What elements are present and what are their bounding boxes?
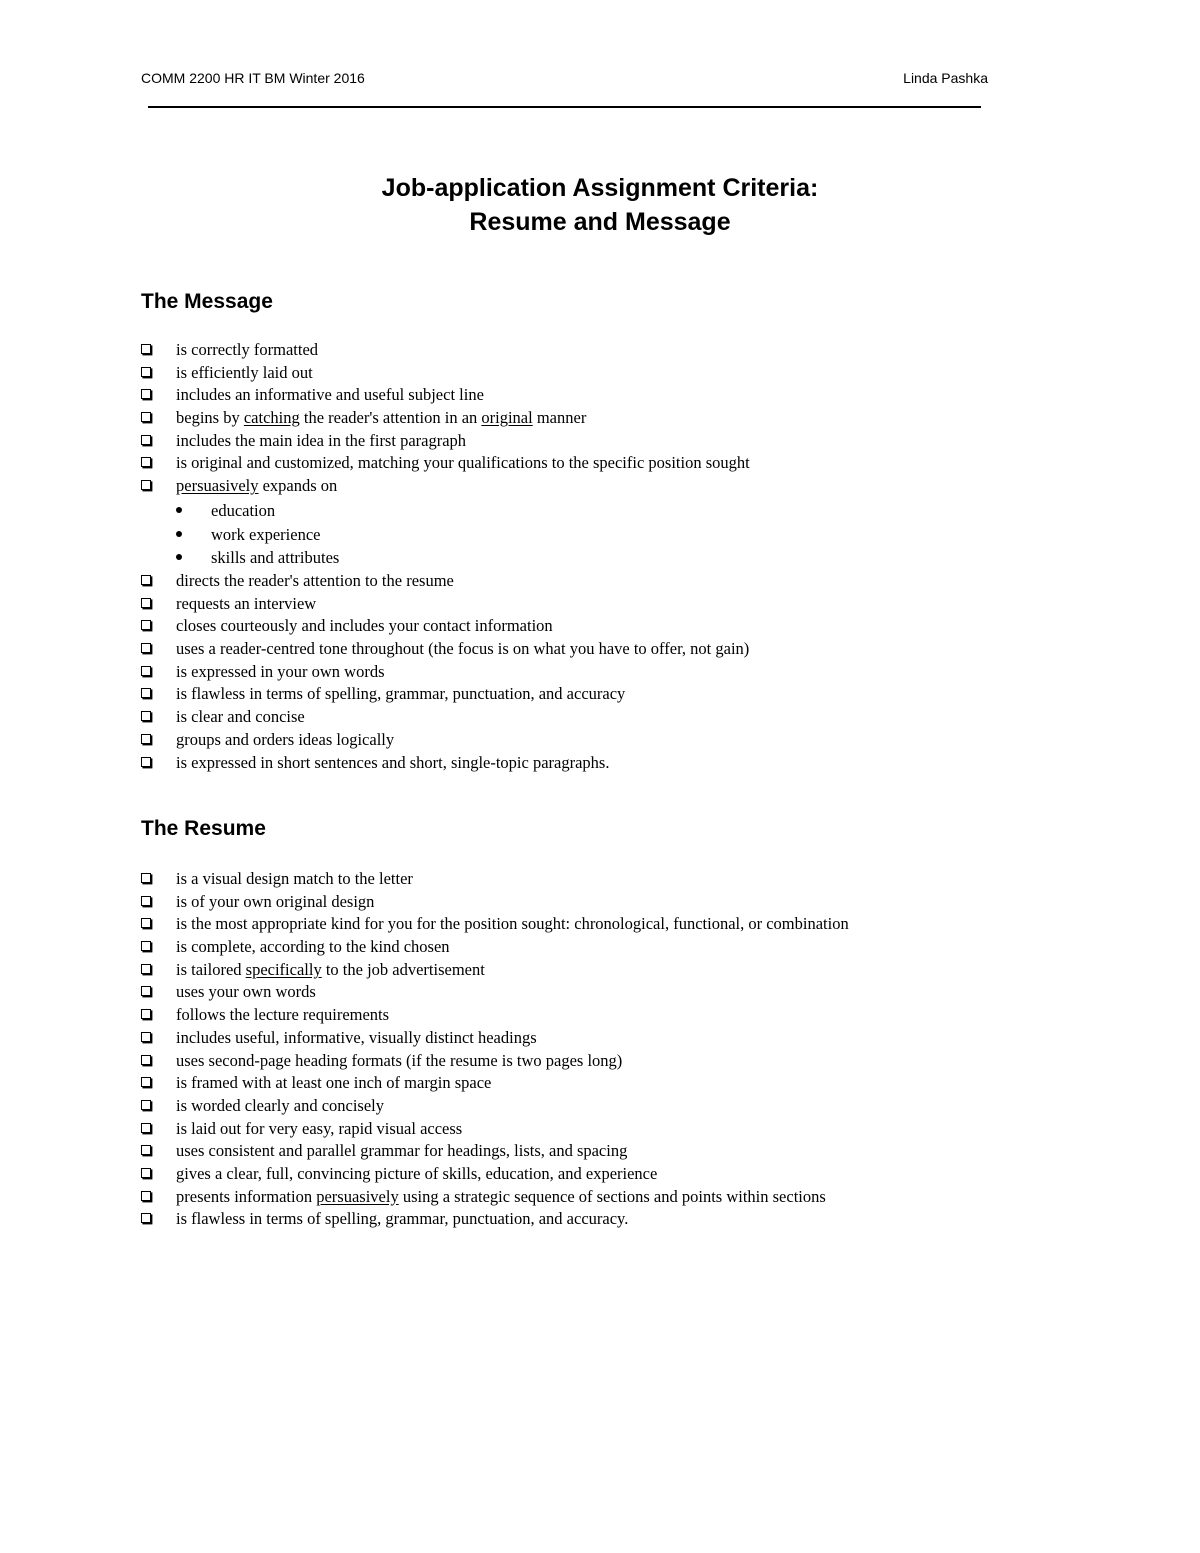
checkbox-icon [141, 598, 151, 608]
checkbox-icon [141, 918, 151, 928]
checkbox-icon [141, 1032, 151, 1042]
checkbox-icon [141, 1077, 151, 1087]
checkbox-icon [141, 457, 151, 467]
checkbox-icon [141, 1145, 151, 1155]
checkbox-icon [141, 964, 151, 974]
title-line-1: Job-application Assignment Criteria: [381, 174, 819, 202]
checkbox-icon [141, 1213, 151, 1223]
checkbox-icon [141, 620, 151, 630]
resume-heading: The Resume [141, 817, 266, 840]
checkbox-icon [141, 1100, 151, 1110]
checkbox-icon [141, 412, 151, 422]
checkbox-icon [141, 896, 151, 906]
title-line-2: Resume and Message [469, 208, 731, 236]
checkbox-icon [141, 1123, 151, 1133]
checkbox-icon [141, 1009, 151, 1019]
header-rule [148, 106, 981, 108]
underlined-word: catching [243, 408, 300, 428]
checkbox-icon [141, 986, 151, 996]
checkbox-icon [141, 344, 151, 354]
underlined-word: specifically [245, 959, 322, 979]
checkbox-icon [141, 1191, 151, 1201]
message-heading: The Message [141, 290, 273, 313]
checkbox-icon [141, 757, 151, 767]
checkbox-icon [141, 480, 151, 490]
underlined-word: persuasively [176, 476, 259, 496]
document-page: COMM 2200 HR IT BM Winter 2016 Linda Pashka Job-application Assignment Criteria: Resume and Message The Message is correctly formatted is efficiently laid out includes an informative and useful subject line begins by catching the reader's attention in an original manner includes the main idea in the first paragraph is original and customized, matching your qualifications to the specific position sought persuasively expands on education work experience skills and attributes directs the reader's attention to the resume requests an interview closes courteously and includes your contact information uses a reader-centred tone throughout (the focus is on what you have to offer, not gain) is expressed in your own words is flawless in terms of spelling, grammar, punctuation, and accuracy is clear and concise groups and orders ideas logically is expressed in short sentences and short, single-topic paragraphs. The Resume is a visual design match to the letter is of your own original design is the most appropriate kind for you for the position sought: chronological, functional, or combination is complete, according to the kind chosen is tailored specifically to the job advertisement uses your own words follows the lecture requirements includes useful, informative, visually distinct headings uses second-page heading formats (if the resume is two pages long) is framed with at least one inch of margin space is worded clearly and concisely is laid out for very easy, rapid visual access uses consistent and parallel grammar for headings, lists, and spacing gives a clear, full, convincing picture of skills, education, and experience presents information persuasively using a strategic sequence of sections and points within sections is flawless in terms of spelling, grammar, punctuation, and accuracy. [0, 0, 1200, 1553]
checkbox-icon [141, 734, 151, 744]
checkbox-icon [141, 367, 151, 377]
bullet-icon [176, 554, 182, 560]
checkbox-icon [141, 575, 151, 585]
checkbox-icon [141, 666, 151, 676]
checkbox-icon [141, 435, 151, 445]
checkbox-icon [141, 643, 151, 653]
checkbox-icon [141, 1055, 151, 1065]
bullet-icon [176, 507, 182, 513]
header-author: Linda Pashka [903, 70, 988, 86]
page-title [0, 171, 1200, 239]
underlined-word: original [481, 408, 533, 428]
header-course: COMM 2200 HR IT BM Winter 2016 [141, 70, 365, 86]
checkbox-icon [141, 941, 151, 951]
checkbox-icon [141, 688, 151, 698]
checkbox-icon [141, 389, 151, 399]
bullet-icon [176, 531, 182, 537]
underlined-word: persuasively [316, 1186, 399, 1206]
checkbox-icon [141, 873, 151, 883]
checkbox-icon [141, 1168, 151, 1178]
checkbox-icon [141, 711, 151, 721]
